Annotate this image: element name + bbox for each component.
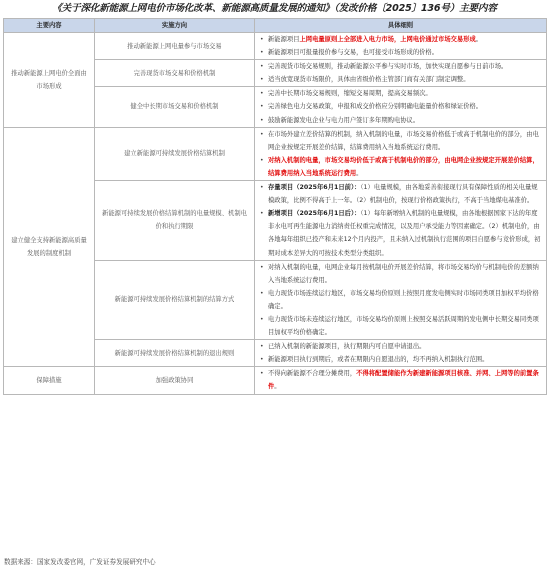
detail-text [268,207,541,259]
detail-item [260,207,541,259]
source-note: 数据来源：国家发改委官网，广发证券发展研究中心 [4,558,156,566]
detail-text [268,60,541,73]
bullet-icon: • [260,263,264,271]
bullet-icon: • [260,90,264,98]
detail-item [260,367,541,393]
bullet-icon: • [260,103,264,111]
bullet-icon: • [260,356,264,364]
section-label: 推动新能源上网电价全面由市场形成 [4,33,95,128]
detail-text [268,313,541,339]
header-main-content: 主要内容 [4,19,95,33]
detail-item [260,60,541,73]
bullet-icon: • [260,49,264,57]
detail-text [268,181,541,207]
detail-item [260,114,541,127]
detail-text-segment: 新能源项目 [268,36,300,43]
highlighted-text: 不得将配置储能作为新建新能源项目核准、并网、上网等的前置条件 [268,370,539,391]
detail-cell [255,60,547,87]
detail-text-segment: 。 [475,36,483,43]
detail-cell [255,181,547,261]
detail-text [268,46,541,59]
detail-cell [255,260,547,340]
highlighted-text: 对纳入机制的电量，市场交易均价低于或高于机制电价的部分，由电网企业按规定开展差价结算，结算费用纳入当地系统运行费用 [268,156,539,177]
bullet-icon: • [260,289,264,297]
detail-text-segment: 。 [274,383,281,391]
detail-text [268,340,541,353]
bullet-icon: • [260,210,264,218]
direction-cell: 新能源可持续发展价格结算机制的电量规模、机制电价和执行期限 [95,181,255,261]
detail-item [260,313,541,339]
detail-item [260,46,541,59]
detail-item [260,261,541,287]
detail-text [268,128,541,154]
detail-item [260,181,541,207]
detail-text-segment: 在市场外建立差价结算的机制，纳入机制的电量，市场交易价格低于或高于机制电价的部分，由电网企业按规定开展差价结算，结算费用纳入当地系统运行费用。 [268,130,539,151]
direction-cell: 推动新能源上网电量参与市场交易 [95,33,255,60]
policy-table [3,18,547,395]
detail-cell [255,127,547,180]
detail-text-segment: 。 [356,169,363,177]
highlighted-text: 上网电量原则上全部进入电力市场，上网电价通过市场交易形成 [299,36,476,43]
detail-item [260,154,541,180]
detail-text-segment: 电力现货市场连续运行地区，市场交易均价原则上按照月度发电侧实时市场同类项目加权平均价格确定。 [268,289,539,310]
bullet-icon: • [260,156,264,164]
detail-item [260,128,541,154]
direction-cell: 完善现货市场交易和价格机制 [95,60,255,87]
detail-item [260,340,541,353]
bullet-icon: • [260,63,264,71]
detail-text-segment: 已纳入机制的新能源项目，执行期限内可自愿申请退出。 [268,343,426,351]
item-heading: 新增项目（2025年6月1日后）： [268,210,361,218]
detail-text [268,87,541,100]
detail-text-segment: （1）电量规模，由各地妥善衔接现行具有保障性质的相关电量规模政策，比例不得高于上一年。（2）机制电价，按现行价格政策执行，不高于当地煤电基准价。 [268,184,538,205]
detail-text [268,100,541,113]
detail-cell [255,367,547,394]
table-header-row [4,19,547,33]
detail-cell [255,33,547,60]
item-heading: 存量项目（2025年6月1日前）： [268,184,361,192]
detail-text [268,261,541,287]
bullet-icon: • [260,130,264,138]
page-title: 《关于深化新能源上网电价市场化改革、新能源高质量发展的通知》（发改价格〔2025〕136号）主要内容 [52,3,497,14]
direction-cell: 新能源可持续发展价格结算机制的退出规则 [95,340,255,367]
detail-text [268,33,541,46]
table-row [4,367,547,394]
bullet-icon: • [260,184,264,192]
detail-item [260,287,541,313]
bullet-icon: • [260,343,264,351]
detail-item [260,100,541,113]
detail-text-segment: 新能源项目可报量报价参与交易，也可接受市场形成的价格。 [268,49,439,57]
header-details: 具体细则 [255,19,547,33]
detail-text-segment: 鼓励新能源发电企业与电力用户签订多年期购电协议。 [268,116,420,124]
detail-text-segment: 完善现货市场交易规则，推动新能源公平参与实时市场，加快实现自愿参与日前市场。 [268,63,508,71]
direction-cell: 新能源可持续发展价格结算机制的结算方式 [95,260,255,340]
detail-text-segment: 适当放宽现货市场限价，具体由省级价格主管部门商有关部门制定调整。 [268,76,470,84]
direction-cell: 加强政策协同 [95,367,255,394]
detail-text [268,114,541,127]
detail-item [260,33,541,46]
section-label: 保障措施 [4,367,95,394]
detail-text [268,353,541,366]
detail-item [260,73,541,86]
detail-text-segment: 完善绿色电力交易政策，申报和成交价格应分别明确电能量价格和绿证价格。 [268,103,483,111]
direction-cell: 健全中长期市场交易和价格机制 [95,87,255,127]
detail-cell [255,340,547,367]
detail-text [268,154,541,180]
bullet-icon: • [260,116,264,124]
detail-text-segment: （1）每年新增纳入机制的电量规模，由各地根据国家下达的年度非水电可再生能源电力消纳责任权重完成情况，以及用户承受能力等因素确定。（2）机制电价，由各地每年组织已投产和未来12个月内投产，且未纳入过机制执行范围的项目自愿参与竞价形成，初期对成本差异大的可按技术类型分类组织。 [268,210,541,257]
bullet-icon: • [260,370,264,378]
detail-cell [255,87,547,127]
detail-text-segment: 新能源项目执行到期后，或者在期限内自愿退出的，均不再纳入机制执行范围。 [268,356,489,364]
detail-text-segment: 不得向新能源不合理分摊费用， [268,370,357,378]
detail-text-segment: 完善中长期市场交易规则，缩短交易周期，提高交易频次。 [268,90,432,98]
detail-text-segment: 对纳入机制的电量，电网企业每月按机制电价开展差价结算，将市场交易均价与机制电价的差额纳入当地系统运行费用。 [268,263,539,284]
direction-cell: 建立新能源可持续发展价格结算机制 [95,127,255,180]
detail-text [268,73,541,86]
header-direction: 实施方向 [95,19,255,33]
detail-text-segment: 电力现货市场未连续运行地区，市场交易均价原则上按照交易活跃周期的发电侧中长期交易同类项目加权平均价格确定。 [268,315,539,337]
bullet-icon: • [260,76,264,84]
bullet-icon: • [260,315,264,323]
detail-item [260,353,541,366]
table-row [4,127,547,180]
detail-text [268,287,541,313]
detail-item [260,87,541,100]
table-row [4,33,547,60]
detail-text [268,367,541,393]
section-label: 建立健全支持新能源高质量发展的制度机制 [4,127,95,367]
bullet-icon: • [260,36,264,43]
